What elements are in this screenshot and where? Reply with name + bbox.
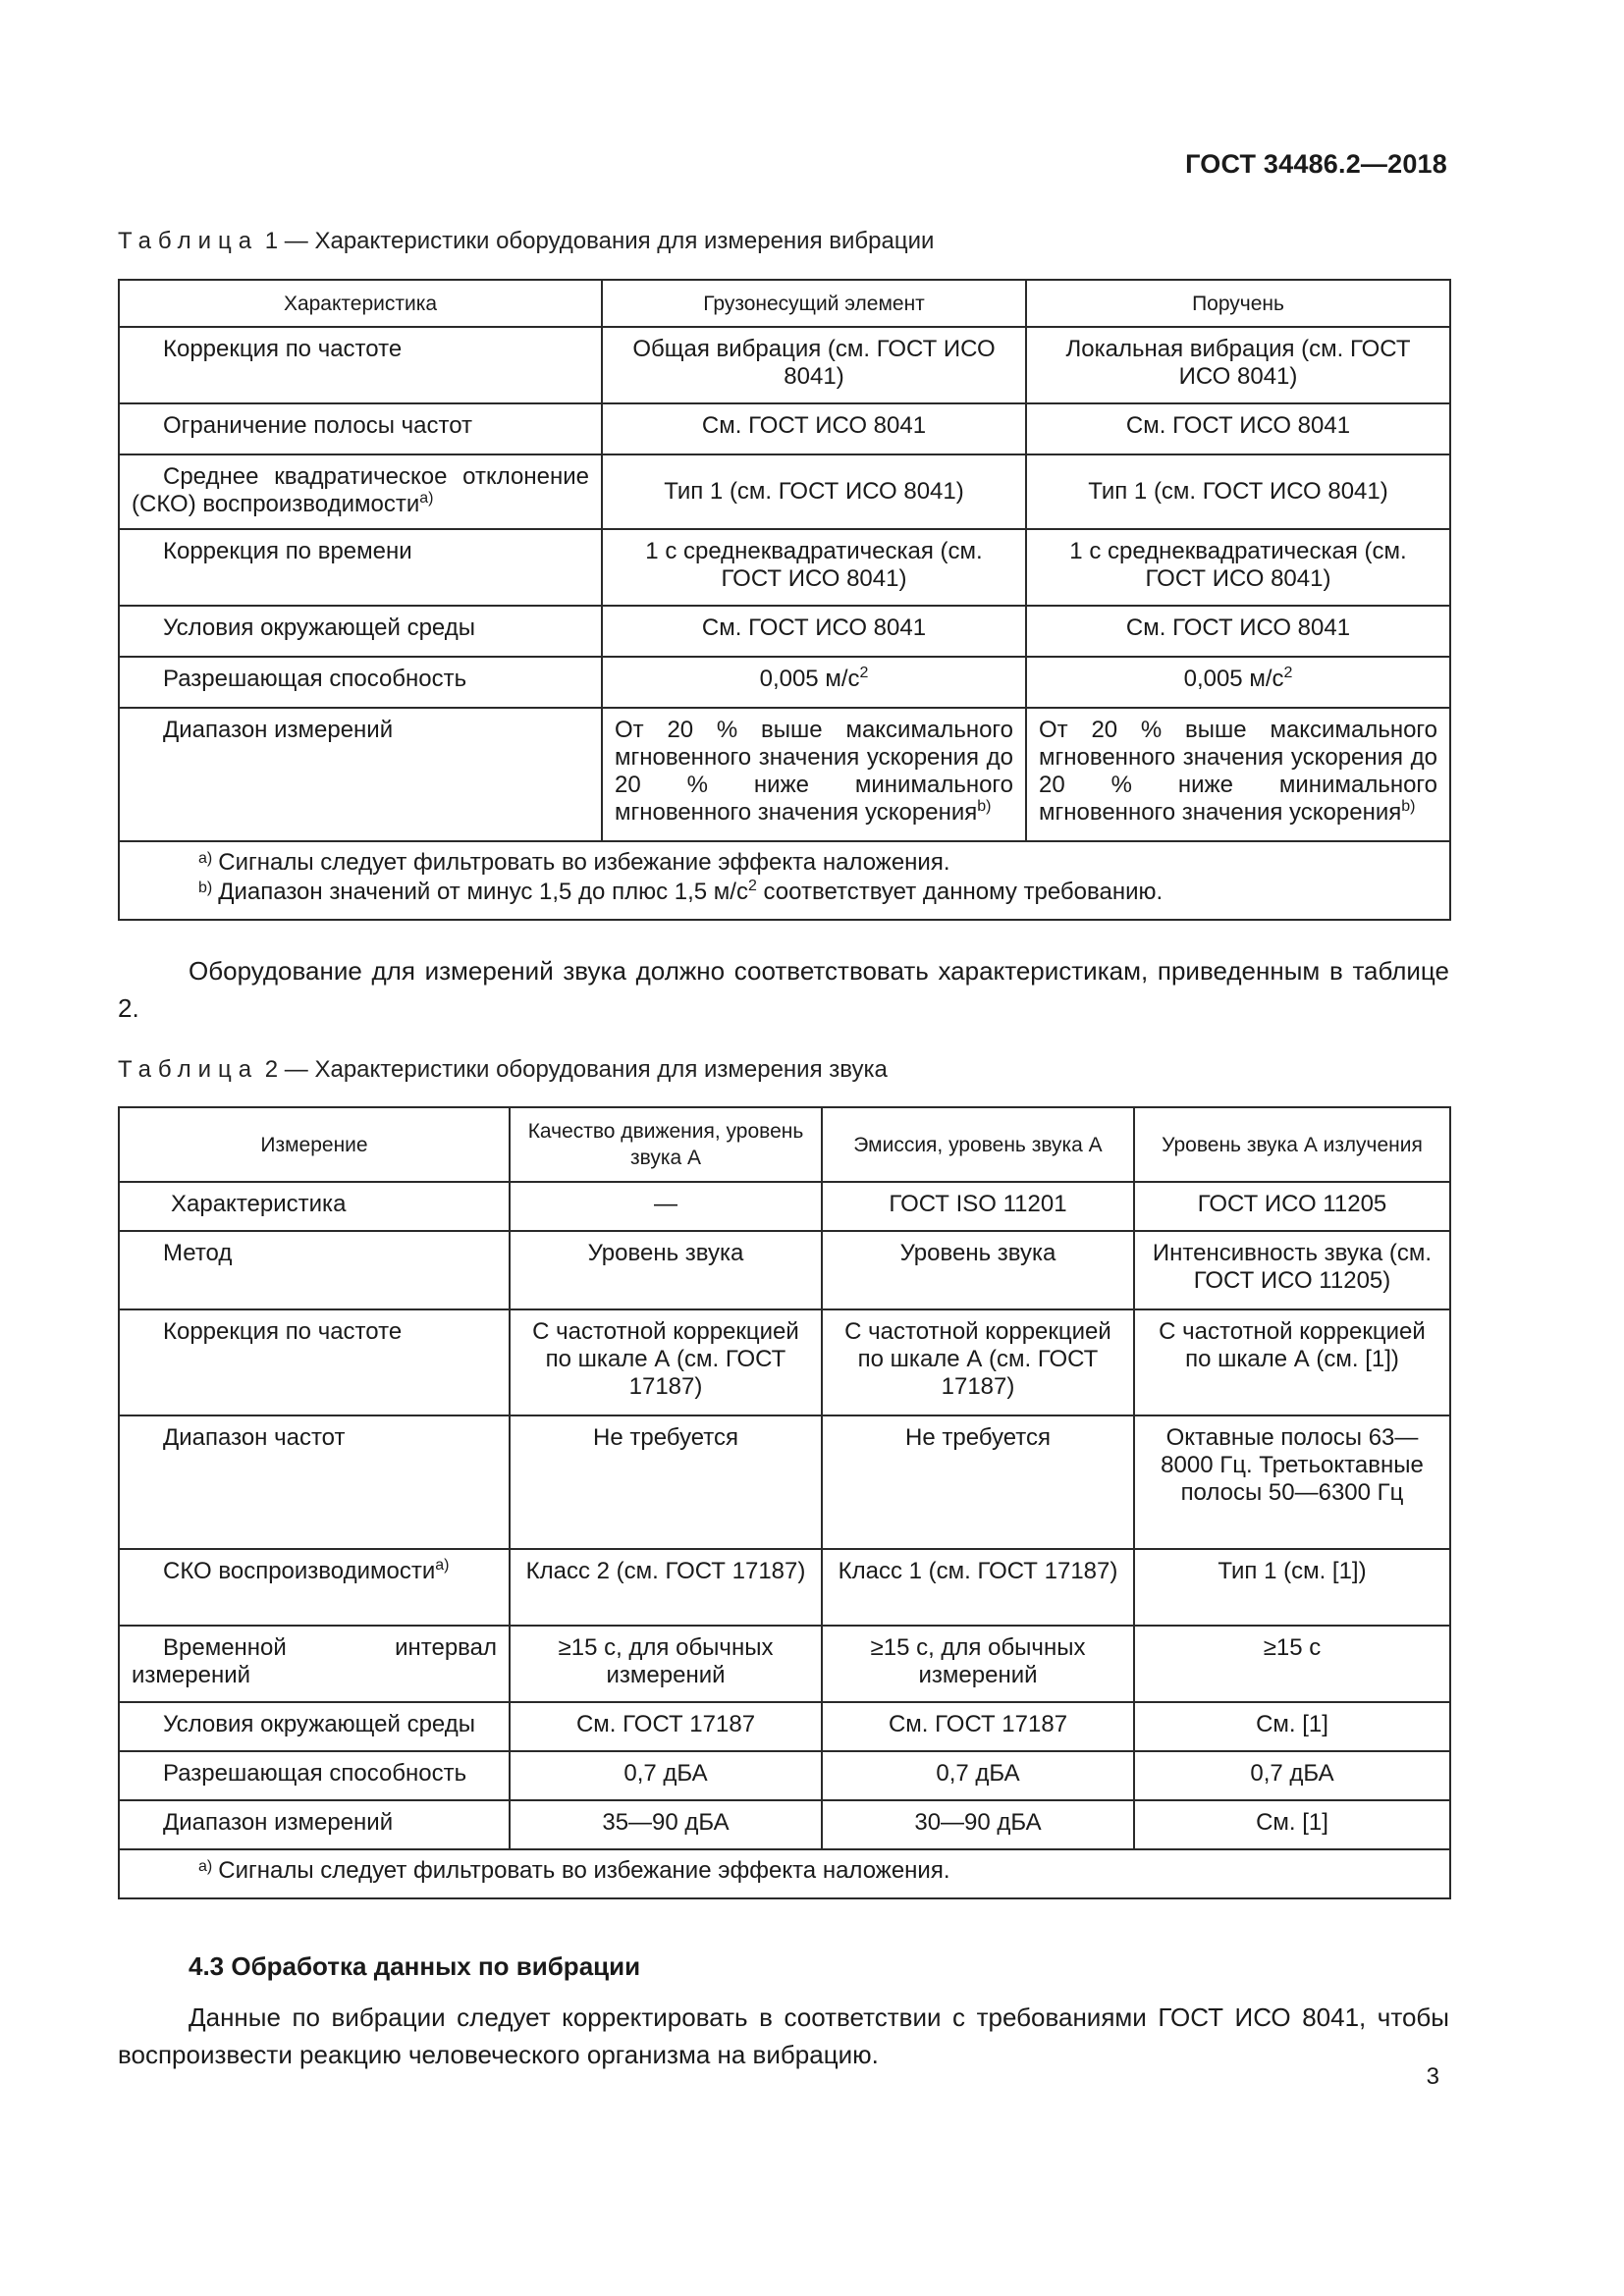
table-cell: С частотной коррекцией по шкале А (см. ГОСТ 17187) [822,1309,1134,1415]
cell-text: От 20 % выше максимального мгновенного значения ускорения до 20 % ниже минимального мгновенного значения ускорения [1039,717,1437,826]
table-row [119,606,1450,657]
table2-footnotes-row [119,1849,1450,1898]
table1-caption [118,228,934,255]
footnote [198,878,1437,907]
table-cell: Интенсивность звука (см. ГОСТ ИСО 11205) [1134,1231,1450,1309]
table-cell: Уровень звука [510,1231,822,1309]
table-footnotes [119,841,1450,920]
cell-text: 0,005 м/с [759,666,860,692]
table1 [118,279,1451,921]
table-row [119,708,1450,841]
table-cell: Общая вибрация (см. ГОСТ ИСО 8041) [602,327,1026,403]
table-cell: См. ГОСТ ИСО 8041 [1026,606,1450,657]
footnote-text: соответствует данному требованию. [756,879,1164,905]
cell-text: 0,005 м/с [1183,666,1284,692]
table-row [119,1182,1450,1231]
table-cell: ≥15 с, для обычных измерений [510,1626,822,1702]
table-cell: Коррекция по времени [119,529,602,606]
footnote-ref: b) [1401,798,1416,815]
document-header: ГОСТ 34486.2—2018 [1185,149,1447,179]
table-row [119,1309,1450,1415]
table-cell: ГОСТ ИСО 11205 [1134,1182,1450,1231]
table-row [119,1626,1450,1702]
table-cell [602,708,1026,841]
table-cell: Тип 1 (см. ГОСТ ИСО 8041) [1026,454,1450,529]
table2 [118,1106,1451,1899]
table1-header-cell: Грузонесущий элемент [602,280,1026,327]
table-cell: См. ГОСТ ИСО 8041 [1026,403,1450,454]
footnote-mark: a) [198,850,213,867]
footnote-ref: a) [435,1557,450,1574]
table-row [119,657,1450,708]
table2-caption-text: 2 — Характеристики оборудования для измерения звука [258,1056,888,1083]
table-cell: ГОСТ ISO 11201 [822,1182,1134,1231]
table-cell [602,657,1026,708]
table-cell: С частотной коррекцией по шкале А (см. [1]) [1134,1309,1450,1415]
cell-text: Среднее квадратическое отклонение (СКО) воспроизводимости [132,463,589,517]
table-row [119,1231,1450,1309]
table1-caption-word: Таблица [118,228,259,254]
superscript: 2 [859,665,869,681]
table-cell: Не требуется [510,1415,822,1549]
table1-header-cell: Поручень [1026,280,1450,327]
table2-header-cell: Эмиссия, уровень звука А [822,1107,1134,1182]
footnote-mark: b) [198,880,213,896]
table-cell: Тип 1 (см. [1]) [1134,1549,1450,1626]
footnote-mark: a) [198,1858,213,1875]
table-cell: Разрешающая способность [119,657,602,708]
superscript: 2 [1283,665,1293,681]
table-cell: Тип 1 (см. ГОСТ ИСО 8041) [602,454,1026,529]
table2-caption [118,1056,888,1084]
table-cell: Уровень звука [822,1231,1134,1309]
page-number: 3 [1426,2063,1439,2090]
table-cell: Диапазон частот [119,1415,510,1549]
table-cell: Класс 2 (см. ГОСТ 17187) [510,1549,822,1626]
table-row [119,1702,1450,1751]
superscript: 2 [747,878,757,894]
table-cell: Октавные полосы 63—8000 Гц. Третьоктавные полосы 50—6300 Гц [1134,1415,1450,1549]
table2-header-cell: Уровень звука А излучения [1134,1107,1450,1182]
table-cell: Характеристика [119,1182,510,1231]
table-cell [119,454,602,529]
table2-header-cell: Качество движения, уровень звука А [510,1107,822,1182]
cell-text: От 20 % выше максимального мгновенного значения ускорения до 20 % ниже минимального мгновенного значения ускорения [615,717,1013,826]
table-cell [1026,708,1450,841]
table-row [119,403,1450,454]
table-cell: Коррекция по частоте [119,327,602,403]
footnote-ref: a) [419,490,434,507]
table-cell: Класс 1 (см. ГОСТ 17187) [822,1549,1134,1626]
table-cell: См. ГОСТ ИСО 8041 [602,403,1026,454]
table-cell: Разрешающая способность [119,1751,510,1800]
table-row [119,454,1450,529]
table-cell: Локальная вибрация (см. ГОСТ ИСО 8041) [1026,327,1450,403]
table-row [119,529,1450,606]
table-cell: Диапазон измерений [119,1800,510,1849]
table-cell: См. ГОСТ ИСО 8041 [602,606,1026,657]
table-cell: Условия окружающей среды [119,1702,510,1751]
table-row [119,327,1450,403]
table2-header-cell: Измерение [119,1107,510,1182]
table-cell: См. [1] [1134,1800,1450,1849]
table-row [119,1800,1450,1849]
table-cell: 0,7 дБА [510,1751,822,1800]
table-cell: См. ГОСТ 17187 [822,1702,1134,1751]
footnote [198,848,1437,878]
table-cell: 30—90 дБА [822,1800,1134,1849]
table-cell [119,1549,510,1626]
table-cell: С частотной коррекцией по шкале А (см. ГОСТ 17187) [510,1309,822,1415]
table-cell: Не требуется [822,1415,1134,1549]
table-cell: ≥15 с [1134,1626,1450,1702]
table-cell [1026,657,1450,708]
footnote-text: Сигналы следует фильтровать во избежание эффекта наложения. [218,849,950,876]
table-cell: См. ГОСТ 17187 [510,1702,822,1751]
footnote [198,1856,1437,1886]
table-cell: 0,7 дБА [1134,1751,1450,1800]
table-footnotes [119,1849,1450,1898]
table-cell: 1 с среднеквадратическая (см. ГОСТ ИСО 8041) [602,529,1026,606]
footnote-ref: b) [977,798,992,815]
table-cell: Коррекция по частоте [119,1309,510,1415]
table-cell: Условия окружающей среды [119,606,602,657]
section-title: 4.3 Обработка данных по вибрации [189,1951,641,1981]
table2-header-row [119,1107,1450,1182]
table-cell: Ограничение полосы частот [119,403,602,454]
table-cell: 0,7 дБА [822,1751,1134,1800]
table2-caption-word: Таблица [118,1056,259,1083]
table-row [119,1549,1450,1626]
table-cell: ≥15 с, для обычных измерений [822,1626,1134,1702]
section-paragraph: Данные по вибрации следует корректировать в соответствии с требованиями ГОСТ ИСО 8041, чтобы воспроизвести реакцию человеческого организма на вибрацию. [118,2002,1449,2069]
table-cell: См. [1] [1134,1702,1450,1751]
table1-header-cell: Характеристика [119,280,602,327]
footnote-text: Диапазон значений от минус 1,5 до плюс 1,5 м/с [218,879,748,905]
table-cell: — [510,1182,822,1231]
table-row [119,1415,1450,1549]
footnote-text: Сигналы следует фильтровать во избежание эффекта наложения. [218,1857,950,1884]
table-cell: Диапазон измерений [119,708,602,841]
table-cell: Метод [119,1231,510,1309]
cell-text: СКО воспроизводимости [163,1558,436,1584]
table1-header-row [119,280,1450,327]
table-row [119,1751,1450,1800]
table-cell: 1 с среднеквадратическая (см. ГОСТ ИСО 8041) [1026,529,1450,606]
table-cell: Временной интервал измерений [119,1626,510,1702]
table1-caption-text: 1 — Характеристики оборудования для измерения вибрации [258,228,935,254]
table1-footnotes-row [119,841,1450,920]
paragraph: Оборудование для измерений звука должно соответствовать характеристикам, приведенным в таблице 2. [118,956,1449,1023]
table-cell: 35—90 дБА [510,1800,822,1849]
